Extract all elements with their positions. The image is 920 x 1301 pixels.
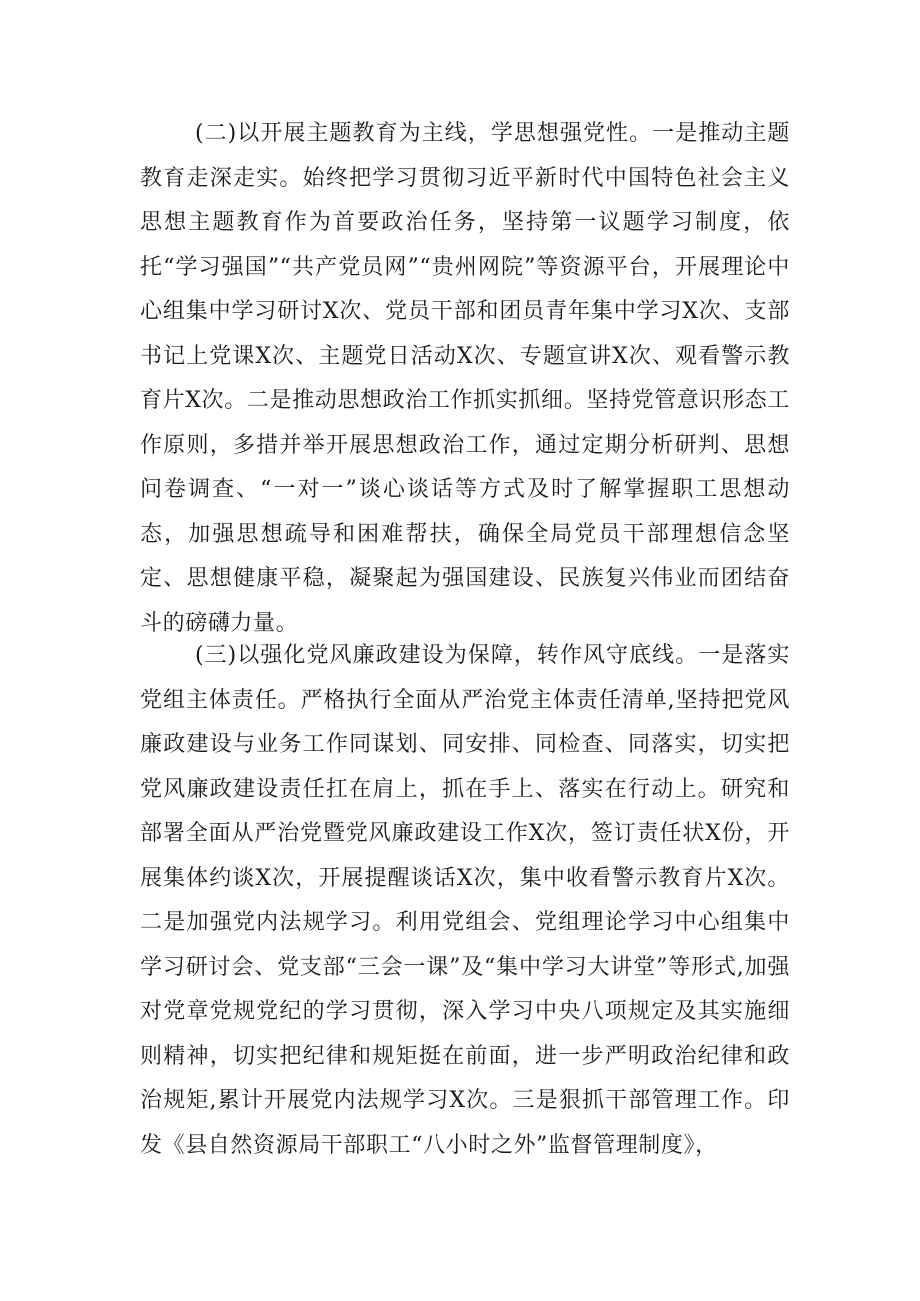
paragraph-theme-education: (二)以开展主题教育为主线，学思想强党性。一是推动主题教育走深走实。始终把学习贯彻习近平新时代中国特色社会主义思想主题教育作为首要政治任务，坚持第一议题学习制度，依托“学习强国”“共产党员网”“贵州网院”等资源平台，开展理论中心组集中学习研讨X次、党员干部和团员青年集中学习X次、支部书记上党课X次、主题党日活动X次、专题宣讲X次、观看警示教育片X次。二是推动思想政治工作抓实抓细。坚持党管意识形态工作原则，多措并举开展思想政治工作，通过定期分析研判、思想问卷调查、“一对一”谈心谈话等方式及时了解掌握职工思想动态，加强思想疏导和困难帮扶，确保全局党员干部理想信念坚定、思想健康平稳，凝聚起为强国建设、民族复兴伟业而团结奋斗的磅礴力量。	[140, 121, 790, 636]
paragraph-party-conduct: (三)以强化党风廉政建设为保障，转作风守底线。一是落实党组主体责任。严格执行全面从严治党主体责任清单,坚持把党风廉政建设与业务工作同谋划、同安排、同检查、同落实，切实把党风廉政建设责任扛在肩上，抓在手上、落实在行动上。研究和部署全面从严治党暨党风廉政建设工作X次，签订责任状X份，开展集体约谈X次，开展提醒谈话X次，集中收看警示教育片X次。二是加强党内法规学习。利用党组会、党组理论学习中心组集中学习研讨会、党支部“三会一课”及“集中学习大讲堂”等形式,加强对党章党规党纪的学习贯彻，深入学习中央八项规定及其实施细则精神，切实把纪律和规矩挺在前面，进一步严明政治纪律和政治规矩,累计开展党内法规学习X次。三是狠抓干部管理工作。印发《县自然资源局干部职工“八小时之外”监督管理制度》，	[140, 643, 790, 1158]
